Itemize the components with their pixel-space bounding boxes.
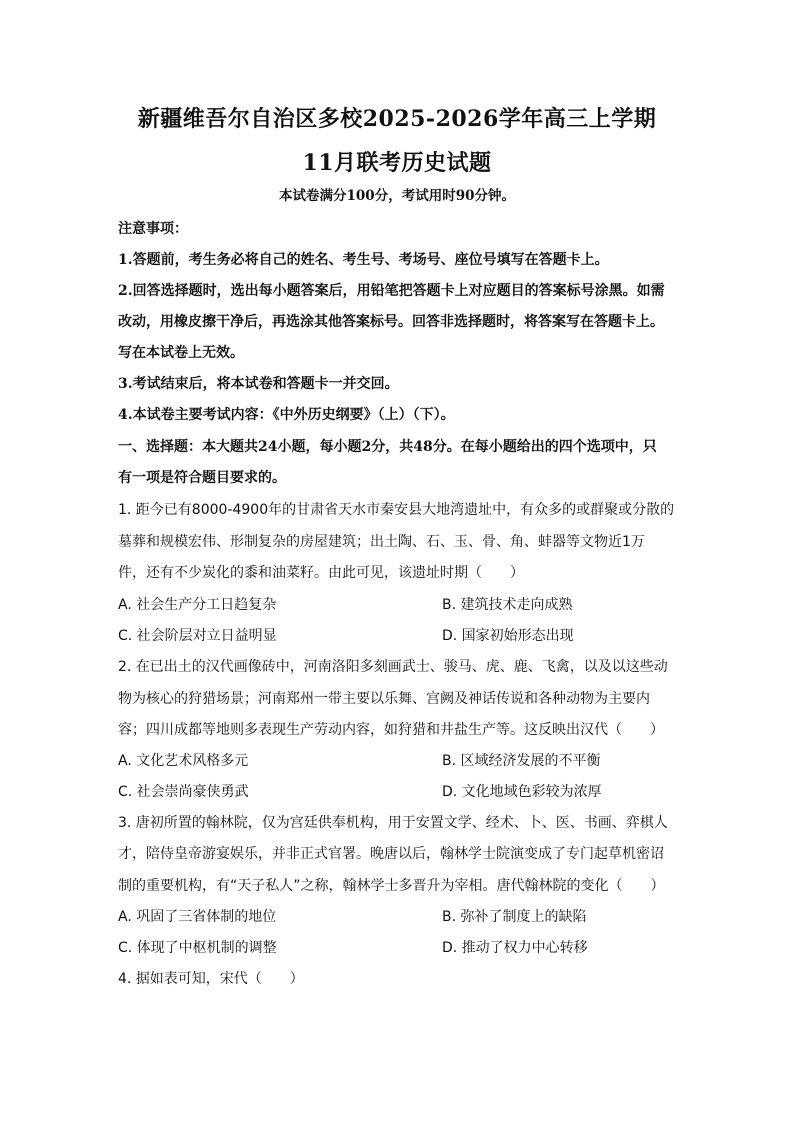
note-line: 4.本试卷主要考试内容：《中外历史纲要》（上）（下）。 <box>118 407 455 423</box>
question-3-option-c: C. 体现了中枢机制的调整 <box>118 940 277 956</box>
question-1-option-b: B. 建筑技术走向成熟 <box>442 597 573 613</box>
note-line: 1.答题前，考生务必将自己的姓名、考生号、考场号、座位号填写在答题卡上。 <box>118 252 609 268</box>
note-line: 写在本试卷上无效。 <box>118 345 244 361</box>
exam-subtitle: 本试卷满分100分，考试用时90分钟。 <box>279 188 515 204</box>
question-1-stem: 1. 距今已有8000-4900年的甘肃省天水市秦安县大地湾遗址中，有众多的或群聚或分散的 <box>118 502 675 518</box>
exam-title-line2: 11月联考历史试题 <box>302 150 492 176</box>
question-2-stem: 2. 在已出土的汉代画像砖中，河南洛阳多刻画武士、骏马、虎、鹿、飞禽，以及以这些动 <box>118 659 668 675</box>
question-2-option-a: A. 文化艺术风格多元 <box>118 753 249 769</box>
notes-heading: 注意事项： <box>118 221 188 237</box>
question-4-stem: 4. 据如表可知，宋代（ ） <box>118 971 304 987</box>
question-3-option-a: A. 巩固了三省体制的地位 <box>118 909 277 925</box>
question-3-option-d: D. 推动了权力中心转移 <box>442 940 588 956</box>
exam-title-line1: 新疆维吾尔自治区多校2025-2026学年高三上学期 <box>137 106 657 132</box>
question-1-stem: 墓葬和规模宏伟、形制复杂的房屋建筑；出土陶、石、玉、骨、角、蚌器等文物近1万 <box>118 534 645 550</box>
question-2-stem: 容；四川成都等地则多表现生产劳动内容，如狩猎和井盐生产等。这反映出汉代（ ） <box>118 722 664 738</box>
question-3-option-b: B. 弥补了制度上的缺陷 <box>442 909 587 925</box>
question-1-option-d: D. 国家初始形态出现 <box>442 628 574 644</box>
note-line: 3.考试结束后，将本试卷和答题卡一并交回。 <box>118 376 399 392</box>
note-line: 2.回答选择题时，选出每小题答案后，用铅笔把答题卡上对应题目的答案标号涂黑。如需 <box>118 283 665 299</box>
section-heading: 一、选择题：本大题共24小题，每小题2分，共48分。在每小题给出的四个选项中，只 <box>118 439 657 455</box>
question-3-stem: 才，陪侍皇帝游宴娱乐，并非正式官署。晚唐以后，翰林学士院演变成了专门起草机密诏 <box>118 846 664 862</box>
question-2-option-c: C. 社会崇尚豪侠勇武 <box>118 784 249 800</box>
question-3-stem: 制的重要机构，有“天子私人”之称，翰林学士多晋升为宰相。唐代翰林院的变化（ ） <box>118 878 665 894</box>
question-1-stem: 件，还有不少炭化的黍和油菜籽。由此可见，该遗址时期（ ） <box>118 565 524 581</box>
question-3-stem: 3. 唐初所置的翰林院，仅为宫廷供奉机构，用于安置文学、经术、卜、医、书画、弈棋人 <box>118 815 668 831</box>
question-2-option-b: B. 区域经济发展的不平衡 <box>442 753 601 769</box>
question-1-option-a: A. 社会生产分工日趋复杂 <box>118 597 277 613</box>
note-line: 改动，用橡皮擦干净后，再选涂其他答案标号。回答非选择题时，将答案写在答题卡上。 <box>118 314 664 330</box>
question-2-option-d: D. 文化地域色彩较为浓厚 <box>442 784 602 800</box>
question-1-option-c: C. 社会阶层对立日益明显 <box>118 628 277 644</box>
question-2-stem: 物为核心的狩猎场景；河南郑州一带主要以乐舞、宫阙及神话传说和各种动物为主要内 <box>118 691 650 707</box>
section-heading-cont: 有一项是符合题目要求的。 <box>118 470 286 486</box>
